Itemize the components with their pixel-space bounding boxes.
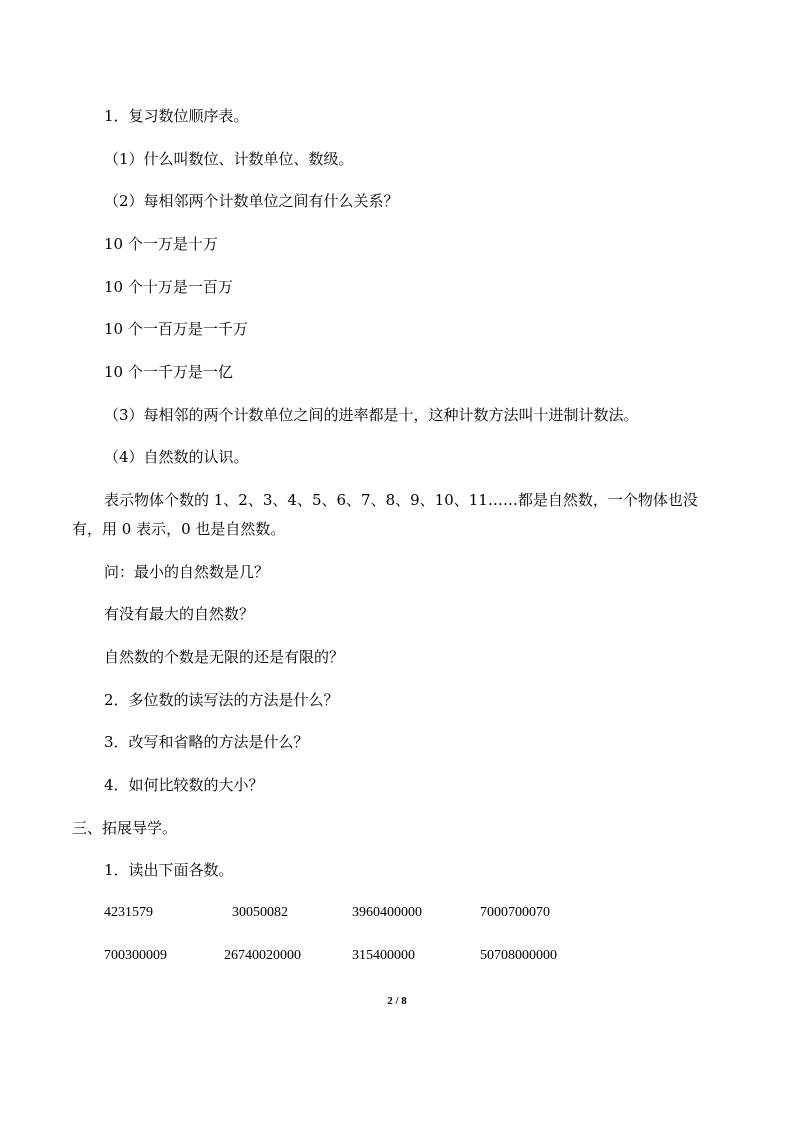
text-line-19: 1．读出下面各数。 bbox=[104, 861, 234, 879]
text-line-7: 10 个一千万是一亿 bbox=[104, 363, 233, 381]
text-line-13: 有没有最大的自然数？ bbox=[104, 605, 255, 623]
text-line-14: 自然数的个数是无限的还是有限的？ bbox=[104, 648, 345, 666]
number-cell: 50708000000 bbox=[480, 948, 557, 963]
number-cell: 7000700070 bbox=[480, 905, 550, 920]
text-line-10: 表示物体个数的 1、2、3、4、5、6、7、8、9、10、11……都是自然数，一个物体也没 bbox=[104, 491, 698, 509]
text-line-1: 1．复习数位顺序表。 bbox=[104, 107, 249, 125]
text-line-4: 10 个一万是十万 bbox=[104, 235, 218, 253]
number-cell: 4231579 bbox=[104, 905, 153, 920]
text-line-6: 10 个一百万是一千万 bbox=[104, 320, 248, 338]
page-number: 2 / 8 bbox=[387, 995, 407, 1007]
text-line-2: （1）什么叫数位、计数单位、数级。 bbox=[104, 150, 354, 168]
number-cell: 700300009 bbox=[104, 948, 167, 963]
text-line-11: 有，用 0 表示，0 也是自然数。 bbox=[72, 520, 286, 538]
text-line-15: 2．多位数的读写法的方法是什么？ bbox=[104, 691, 339, 709]
text-line-3: （2）每相邻两个计数单位之间有什么关系？ bbox=[104, 192, 399, 210]
number-cell: 26740020000 bbox=[224, 948, 301, 963]
section-heading: 三、拓展导学。 bbox=[72, 819, 178, 837]
text-line-12: 问：最小的自然数是几？ bbox=[104, 563, 270, 581]
text-line-5: 10 个十万是一百万 bbox=[104, 278, 233, 296]
number-cell: 315400000 bbox=[352, 948, 415, 963]
text-line-8: （3）每相邻的两个计数单位之间的进率都是十，这种计数方法叫十进制计数法。 bbox=[104, 406, 639, 424]
text-line-9: （4）自然数的认识。 bbox=[104, 448, 249, 466]
number-cell: 3960400000 bbox=[352, 905, 422, 920]
text-line-16: 3．改写和省略的方法是什么？ bbox=[104, 733, 309, 751]
text-line-17: 4．如何比较数的大小？ bbox=[104, 776, 264, 794]
number-cell: 30050082 bbox=[232, 905, 288, 920]
